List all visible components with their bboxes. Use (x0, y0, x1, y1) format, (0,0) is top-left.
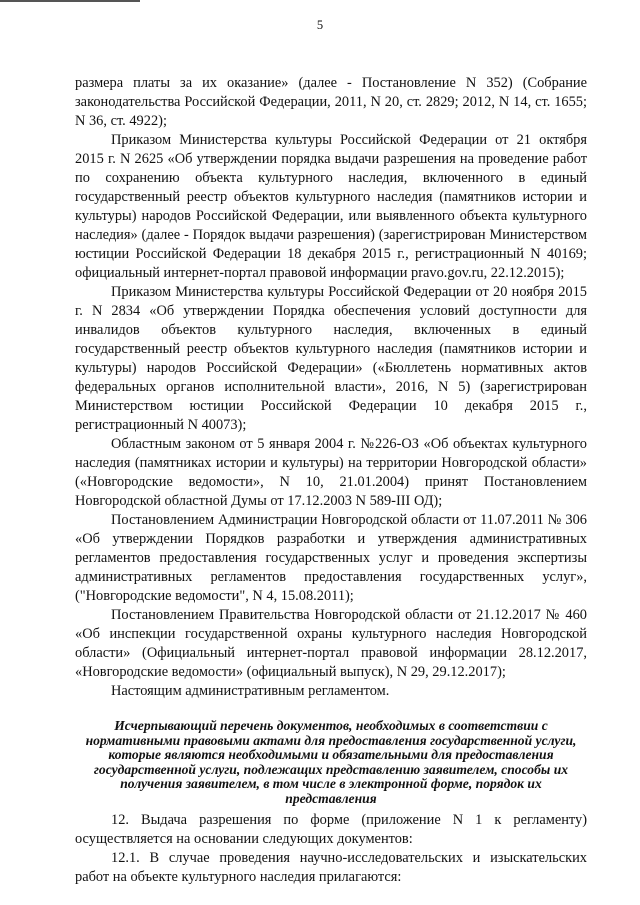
page-number: 5 (316, 18, 324, 32)
paragraph-6: Постановлением Правительства Новгородской области от 21.12.2017 № 460 «Об инспекции государственной охраны культурного наследия Новгородской области» (Официальный интернет-портал правовой информации 28.12.2017, «Новгородские ведомости» (официальный выпуск), N 29, 29.12.2017); (75, 607, 587, 680)
paragraph-9: 12.1. В случае проведения научно-исследовательских и изыскательских работ на объекте культурного наследия прилагаются: (75, 850, 587, 885)
paragraph-4: Областным законом от 5 января 2004 г. №226-ОЗ «Об объектах культурного наследия (памятниках истории и культуры) на территории Новгородской области» («Новгородские ведомости», N 10, 21.01.2004) принят Постановлением Новгородской областной Думы от 17.12.2003 N 589-III ОД); (75, 436, 587, 509)
top-rule (0, 0, 140, 2)
paragraph-7: Настоящим административным регламентом. (111, 683, 390, 699)
document-body (75, 74, 587, 887)
paragraph-1: размера платы за их оказание» (далее - Постановление N 352) (Собрание законодательства Российской Федерации, 2011, N 20, ст. 2829; 2012, N 14, ст. 1655; N 36, ст. 4922); (75, 75, 587, 129)
paragraph-2: Приказом Министерства культуры Российской Федерации от 21 октября 2015 г. N 2625 «Об утверждении порядка выдачи разрешения на проведение работ по сохранению объекта культурного наследия, включенного в единый государственный реестр объектов культурного наследия (памятников истории и культуры) народов Российской Федерации, или выявленного объекта культурного наследия» (далее - Порядок выдачи разрешения) (зарегистрирован Министерством юстиции Российской Федерации 18 декабря 2015 г., регистрационный N 40169; официальный интернет-портал правовой информации pravo.gov.ru, 22.12.2015); (75, 132, 587, 281)
paragraph-8: 12. Выдача разрешения по форме (приложение N 1 к регламенту) осуществляется на основании следующих документов: (75, 812, 587, 847)
paragraph-5: Постановлением Администрации Новгородской области от 11.07.2011 № 306 «Об утверждении Порядков разработки и утверждения административных регламентов предоставления государственных услуг и проведения экспертизы административных регламентов предоставления государственных услуг», ("Новгородские ведомости", N 4, 15.08.2011); (75, 512, 587, 604)
section-heading: Исчерпывающий перечень документов, необходимых в соответствии с нормативными правовыми актами для предоставления государственной услуги, которые являются необходимыми и обязательными для предоставления государственной услуги, подлежащих представлению заявителем, способы их получения заявителем, в том числе в электронной форме, порядок их представления (85, 718, 577, 806)
paragraph-3: Приказом Министерства культуры Российской Федерации от 20 ноября 2015 г. N 2834 «Об утверждении Порядка обеспечения условий доступности для инвалидов объектов культурного наследия, включенных в единый государственный реестр объектов культурного наследия (памятников истории и культуры) народов Российской Федерации» («Бюллетень нормативных актов федеральных органов исполнительной власти», 2016, N 5) (зарегистрирован Министерством юстиции Российской Федерации 10 декабря 2015 г., регистрационный N 40073); (75, 284, 587, 433)
